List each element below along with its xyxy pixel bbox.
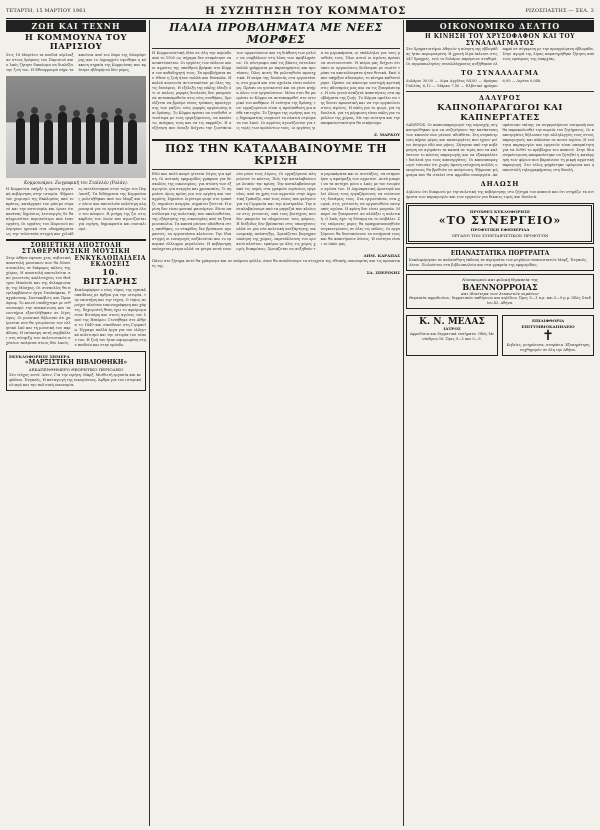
cross-icon: ✝ [542, 328, 554, 345]
masthead-title: Η ΣΥΖΗΤΗΣΗ ΤΟΥ ΚΟΜΜΑΤΟΣ [205, 5, 407, 17]
ad-subtitle: ΔΕΚΑΠΕΝΘΗΜΕΡΟ ΘΕΩΡΗΤΙΚΟ ΠΕΡΙΟΔΙΚΟ [28, 367, 124, 373]
ad-title: Κ. Ν. ΜΕΛΑΣ [419, 317, 485, 328]
ad-title: ΕΠΑΝΑΣΤΑΤΙΚΑ ΠΟΡΤΡΑΙΤΑ [450, 250, 550, 258]
advertisement-melas: Κ. Ν. ΜΕΛΑΣ ΙΑΤΡΟΣ Αφροδίσια και δερματικά νοσήματα. Οδός Μενάνδρου 16. Ώρες 9—1 και 5—9. [406, 315, 498, 356]
newspaper-page [6, 4, 594, 826]
advertisement-portraits: ΕΠΑΝΑΣΤΑΤΙΚΑ ΠΟΡΤΡΑΙΤΑ Κυκλοφόρησαν σε καλαίσθητη έκδοση τα πορτραίτα των μεγάλων επαναστατών Μαρξ, Ένγκελς, Λένιν. Πωλούνται στα βιβλιοπωλεία και στα γραφεία της εφημερίδας. [406, 247, 594, 271]
ad-line: και ιδιαίτερα των λευκωτών αιμάτων [461, 290, 539, 296]
article-headline: 10. ΒΙΤΣΑΡΗΣ [82, 268, 138, 288]
right-column: ΟΙΚΟΝΟΜΙΚΟ ΔΕΛΤΙΟ Η ΚΙΝΗΣΗ ΤΟΥ ΧΡΥΣΟΦΑΦΟΝ ΚΑΙ ΤΟΥ ΣΥΝΑΛΛΑΓΜΑΤΟΣ Στο Χρηματιστήριο Αθηνών η κίνηση της εβδομάδας ήταν περιορισμένη. Η χρυσή λίρα έκλεισε στις 247 δραχμές, ενώ το δολάριο παρέμεινε σταθερό. Οι αγοραπωλησίες συναλλάγματος αυξήθηκαν ελαφρά σε σύγκριση με την προηγούμενη εβδομάδα. Στην αγορά της λίρας παρατηρήθηκε ζήτηση από τους εμπόρους της επαρχίας. ΤΟ ΣΥΝΑΛΛΑΓΜΑ Δολάριο 30,00 — Λίρα Αγγλίας 84,00 — Φράγκο Γαλλίας 6,12 — Μάρκο 7,50 — Ελβετικό φράγκο 6,95 — Λιρέτα 0,048. ΔΑΛΥΡΟΣ ΚΑΠΝΟΠΑΡΑΓΩΓΟΙ ΚΑΙ ΚΑΠΝΕΡΓΑΤΕΣ ΛΑΜΥΡΟΣ. Οι καπνοπαραγωγοί της περιοχής συγκεντρώθηκαν για να συζητήσουν την κατάσταση των καπνών που μένουν αδιάθετα. Στη συγκέντρωση πήραν μέρος και καπνεργάτες που έχουν μείνει άνεργοι εδώ και μήνες. Ζήτησαν από την κυβέρνηση να αγοράσει τα καπνά σε τιμές που να καλύπτουν το κόστος παραγωγής και να εξασφαλίσει δουλειά για τους καπνεργάτες. Οι καπνοπαραγωγοί τόνισαν ότι χωρίς άμεση ενίσχυση πολλές οικογένειες θα βρεθούν σε απόγνωση. Ψήφισαν ψήφισμα που θα σταλεί στα αρμόδια υπουργεία. Αποφάσισαν επίσης να συγκροτήσουν επιτροπή που θα παρακολουθεί την πορεία του ζητήματος. Οι καπνεργάτες δήλωσαν την αλληλεγγύη τους στους παραγωγούς και κάλεσαν σε κοινό αγώνα. Η ενότητα παραγωγών και εργατών είναι απαραίτητη για να λυθεί το πρόβλημα του καπνού. Στην ίδια συγκέντρωση αποφασίστηκε να ζητηθεί η κατάργηση των φόρων που βαραίνουν τη μικρή αγροτική παραγωγή. Στο τέλος ψηφίστηκε ομόφωνα και η αποστολή τηλεγραφήματος στη Βουλή. ΔΗΛΩΣΗ Δηλώνω ότι διαφωνώ με την πολιτική της κυβέρνησης στο ζήτημα του καπνού και ότι στηρίζω τα αιτήματα των παραγωγών και των εργατών για δίκαιες τιμές και δουλειά. ΠΡΟΧΘΕΣ ΚΥΚΛΟΦΟΡΗΣΕ «ΤΟ ΣΥΝΕΡΓΕΙΟ» ΠΡΟΦΥΓΙΚΗ ΕΦΗΜΕΡΙΔΑ ΟΡΓΑΝΟ ΤΩΝ ΣΥΝΕΤΑΙΡΙΣΤΙΚΩΝ ΠΡΟΦΥΓΩΝ ΕΠΑΝΑΣΤΑΤΙΚΑ ΠΟΡΤΡΑΙΤΑ Κυκλοφόρησαν σε καλαίσθητη έκδοση τα πορτραίτα των μεγάλων επαναστατών Μαρξ, Ένγκελς, Λένιν. Πωλούνται στα βιβλιοπωλεία και στα γραφεία της εφημερίδας. Νοσοκομείο και φιλική θεραπεία της ΒΛΕΝΝΟΡΡΟΙΑΣ και ιδιαίτερα των λευκωτών αιμάτων Θεραπεία αφροδισίων, δερματικών παθήσεων και κηλίδων. Ώρες 9—1 π.μ. και 5—9 μ.μ. Οδός Σταδίου 42, Αθήνα. Κ. Ν. ΜΕΛΑΣ ΙΑΤΡΟΣ Αφροδίσια και δερματικά νοσήματα. Οδός Μενάνδρου 16. Ώρες 9—1 και 5—9. ΕΠΙΔΙΦΘΟΡΙΑ ΕΠΙΤΥΜΒΙΟΚΑΠΗΛΕΙΟ ✝ Κηδείες, μνημόσυνα, στεφάνια. Εξυπηρέτηση νυχθημερόν σε όλη την Αθήνα. [406, 20, 594, 826]
ad-label: ΕΚΥΚΛΟΦΟΡΗΣΕ ΣΗΜΕΡΑ [9, 353, 70, 359]
masthead-date: ΤΕΤΑΡΤΗ, 15 ΜΑΡΤΙΟΥ 1961 [6, 8, 87, 14]
ad-title: ΕΠΙΔΙΦΘΟΡΙΑ ΕΠΙΤΥΜΒΙΟΚΑΠΗΛΕΙΟ [521, 318, 575, 329]
article-headline: Η ΚΙΝΗΣΗ ΤΟΥ ΧΡΥΣΟΦΑΦΟΝ ΚΑΙ ΤΟΥ ΣΥΝΑΛΛΑΓΜΑΤΟΣ [424, 33, 576, 47]
article-body: Στις 18 Μαρτίου τα παιδιά ούρλιαξαν στους δρόμους του Παρισιού και ο λαός ζήτησε δικαίωμα να διαλέξει την ζωή του. Η Εθνοφρουρά πήρε τα κανόνια από τον λόφο της Μονμάρτρης και το Δημαρχείο υψώθηκε η κόκκινη σημαία της Κομμούνας που κράτησε εβδομήντα δύο μέρες. [6, 52, 146, 72]
advertisement-funeral: ΕΠΙΔΙΦΘΟΡΙΑ ΕΠΙΤΥΜΒΙΟΚΑΠΗΛΕΙΟ ✝ Κηδείες, μνημόσυνα, στεφάνια. Εξυπηρέτηση νυχθημερόν σε όλη την Αθήνα. [502, 315, 594, 356]
subheading: ΔΑΛΥΡΟΣ [479, 94, 521, 103]
komuna-photo [6, 76, 146, 178]
advertisement-clinic: Νοσοκομείο και φιλική θεραπεία της ΒΛΕΝΝΟΡΡΟΙΑΣ και ιδιαίτερα των λευκωτών αιμάτων Θεραπεία αφροδισίων, δερματικών παθήσεων και κηλίδων. Ώρες 9—1 π.μ. και 5—9 μ.μ. Οδός Σταδίου 42, Αθήνα. [406, 274, 594, 309]
ad-title: ΒΛΕΝΝΟΡΡΟΙΑΣ [462, 281, 538, 292]
article-signature: ΔΗΜ. ΚΑΡΑΠΑΣ [363, 253, 400, 259]
ad-title: «ΜΑΡΞΙΣΤΙΚΗ ΒΙΒΛΙΟΘΗΚΗ» [24, 359, 128, 367]
ad-label: ΠΡΟΧΘΕΣ ΚΥΚΛΟΦΟΡΗΣΕ [469, 208, 531, 214]
ad-line: ΟΡΓΑΝΟ ΤΩΝ ΣΥΝΕΤΑΙΡΙΣΤΙΚΩΝ ΠΡΟΦΥΓΩΝ [451, 232, 549, 238]
middle-column: ΠΑΛΙΑ ΠΡΟΒΛΗΜΑΤΑ ΜΕ ΝΕΕΣ ΜΟΡΦΕΣ Η Κομμουνιστική ιδέα σε όλη την περίοδο από το 1920 ως σήμερα δεν σταμάτησε να αναπτύσσεται. Οι εργάτες των πόλεων και οι αγρότες της υπαίθρου βρήκαν στο Κόμμα τον καθοδηγητή τους. Τα προβλήματα που έθεσε η ζωή ήταν πολλά και δύσκολα. Η παλιά κοινωνία αντιστεκόταν με όλες της τις δυνάμεις. Η εξέλιξη της πάλης έδειξε ότι οι παλιές μορφές δουλειάς δεν μπορούν να ανταποκριθούν στις νέες συνθήκες. Χρειάζεται να βρούμε νέους τρόπους προσέγγισης των μαζών, νέες μορφές οργάνωσης και δράσης. Το Κόμμα πρέπει να συνδεθεί στενότερα με τους εργαζόμενους, να ακούει τις ανάγκες τους και να τις εκφράζει. Η συζήτηση που άνοιξε δείχνει την ζωντάνια των οργανώσεων και τη διάθεση των μελών να συμβάλουν στη λύση των προβλημάτων. Οι σύντροφοι από τις βάσεις έστειλαν πολλά γράμματα με παρατηρήσεις και προτάσεις. Όλες αυτές θα μελετηθούν προσεχτικά. Η πείρα της δουλειάς στα εργοστάσια, στα χωριά και στα σχολεία είναι πολύτιμη. Πρέπει να γενικευτεί και να γίνει κτήμα όλων των οργανώσεων. Μόνο έτσι θα μπορέσει το Κόμμα να ανταποκριθεί στο ιστορικό του καθήκον. Η ενότητα της δράσης των εργαζομένων είναι η προϋπόθεση για κάθε επιτυχία. Το ζήτημα της ειρήνης και της δημοκρατίας συγκινεί τα πλατιά στρώματα του λαού. Οι αγρότες αγωνίζονται για τις τιμές των προϊόντων τους, οι εργάτες για τα μεροκάματα, οι υπάλληλοι για τους μισθούς τους. Όλοι αυτοί οι αγώνες πρέπει να συντονιστούν. Η πείρα μας δείχνει ότι όπου οι οργανώσεις δούλεψαν με σωστό τρόπο τα αποτελέσματα ήταν θετικά. Εκεί όπου υπήρξαν αδυναμίες το κίνημα καθυστέρησε. Πρέπει να κάνουμε αυστηρή κριτική στις αδυναμίες μας και να τις ξεπεράσουμε. Η νέα γενιά αναζητά απαντήσεις στα προβλήματα της ζωής. Το Κόμμα οφείλει να της δώσει προοπτική και να την οργανώσει στους αγώνες. Η πάλη για το ψωμί, για τη δουλειά, για τη μόρφωση είναι πάλη για το μέλλον της χώρας. Με την ενότητα και την αποφασιστικότητα θα νικήσουμε. Ζ. ΜΑΡΚΟΥ ΠΩΣ ΤΗΝ ΚΑΤΑΛΑΒΑΙΝΟΥΜΕ ΤΗ ΚΡΙΣΗ Εδώ και πολύ καιρό γίνεται λόγος για κρίση. Οι αστικές εφημερίδες γράφουν για δυσκολίες της οικονομίας, για πτώση των εξαγωγών, για ανεργία και χρεοκοπίες. Τι σημαίνει όμως κρίση για τον εργάτη και τον αγρότη; Σημαίνει λιγότερο ψωμί στο τραπέζι, σημαίνει ανεργία, σημαίνει ξενιτιά. Η κρίση δεν είναι φυσικό φαινόμενο. Είναι αποτέλεσμα της πολιτικής που ακολουθείται, της εξάρτησης της οικονομίας από τα ξένα μονοπώλια. Τα καπνά μένουν αδιάθετα στις αποθήκες, οι σταφίδες δεν βρίσκουν αγοραστές, τα εργοστάσια κλείνουν. Την ίδια στιγμή οι εισαγωγές αυξάνονται και το εμπορικό έλλειμμα μεγαλώνει. Η κυβέρνηση υπόσχεται μέτρα αλλά τα μέτρα αυτά ευνοούν μόνο τους λίγους. Οι εργαζόμενοι πληρώνουν το κόστος. Πώς την καταλαβαίνουμε λοιπόν την κρίση; Την καταλαβαίνουμε από τις ουρές στα γραφεία ευρέσεως εργασίας, από τα χρέη των αγροτών στην Αγροτική Τράπεζα, από τους νέους που φεύγουν για τη Γερμανία και την Αυστραλία. Την καταλαβαίνουμε από τα μαγαζιά που κλείνουν στις γειτονιές, από τους βιοτέχνες που δεν μπορούν να πληρώσουν τους φόρους. Η διέξοδος δεν βρίσκεται στις υποσχέσεις αλλά σε μια νέα πολιτική ανεξάρτητης οικονομικής ανάπτυξης. Χρειάζεται βιομηχανοποίηση της χώρας, εκμετάλλευση του ορυκτού πλούτου, εμπόριο με όλες τις χώρες χωρίς διακρίσεις. Χρειάζεται να αυξηθούν τα μεροκάματα και οι συντάξεις, να σταματήσει η αφαίμαξη των αγροτών. Αυτά μπορεί να τα πετύχει μόνο ο λαός με τον ενωμένο αγώνα του. Η Δημοκρατική Αριστερά καλεί όλους τους εργαζόμενους να ενώσουν τις δυνάμεις τους. Στα εργοστάσια, στα χωριά, στις γειτονιές να οργανωθούν επιτροπές αγώνα. Η κρίση δεν είναι μοιραία. Μπορεί να ξεπεραστεί αν αλλάξει η πολιτική. Ο λαός έχει τη δύναμη να το επιβάλει. Στις επόμενες μέρες θα πραγματοποιηθούν συγκεντρώσεις σε όλες τις πόλεις. Οι εργαζόμενοι θα διατυπώσουν τα αιτήματά τους και θα απαιτήσουν λύσεις. Η ενότητα είναι το όπλο μας. ΔΗΜ. ΚΑΡΑΠΑΣ Πάνω στο ζήτημα αυτό θα γράψουμε και σε επόμενο φύλλο, όπου θα αναλύσουμε τα στοιχεία της εθνικής οικονομίας και τις προοπτικές της. ΣΑ. ΣΠΕΡΙΝΗΣ [152, 21, 400, 276]
article-body: Η Κομμούνα υπήρξε η πρώτη εργατική κυβέρνηση στην ιστορία. Ψήφισε τον χωρισμό της Εκκλησίας από το κράτος, κατάργησε τον μόνιμο στρατό και την αστυνομία και όρισε ότι κανένας δημόσιος λειτουργός δε θα πληρωνόταν περισσότερο από έναν εργάτη. Οι εργάτες του Παρισιού πολέμησαν ηρωικά στα οδοφράγματα ως την τελευταία στιγμή και χιλιάδες εκτελέστηκαν στον τοίχο του Περ Λασέζ. Τα διδάγματα της Κομμούνας μελετήθηκαν από τον Μαρξ και τον Λένιν και αποτελούν πολύτιμη κληρονομιά για το εργατικό κίνημα όλου του κόσμου. Η μνήμη της ζει στις καρδιές των λαών που αγωνίζονται για ειρήνη, δημοκρατία και σοσιαλισμό. [6, 186, 146, 236]
article-headline: ΕΝΚΥΚΛΟΠΑΙΔΕΙΑ ΕΚΔΟΣΕΙΣ [74, 254, 146, 269]
article-headline: Η ΚΟΜΜΟΥΝΑ ΤΟΥ ΠΑΡΙΣΙΟΥ [24, 33, 128, 53]
advertisement-marxist-library: ΕΚΥΚΛΟΦΟΡΗΣΕ ΣΗΜΕΡΑ «ΜΑΡΞΙΣΤΙΚΗ ΒΙΒΛΙΟΘΗΚΗ» ΔΕΚΑΠΕΝΘΗΜΕΡΟ ΘΕΩΡΗΤΙΚΟ ΠΕΡΙΟΔΙΚΟ Στο τεύχος αυτό: Λένιν, Για την ειρήνη. Μαρξ, Μισθωτή εργασία και κεφάλαιο. Ένγκελς, Η καταγωγή της οικογένειας. Άρθρα για τον ιστορικό υλισμό και την πολιτική οικονομία. [6, 351, 146, 391]
article-body: Κυκλοφόρησε ο νέος τόμος της εγκυκλοπαίδειας με άρθρα για την ιστορία, την επιστήμη και την τέχνη. Ο τόμος περιέχει πλούσια εικονογράφηση και χάρτες. Ξεχωριστή θέση έχει το αφιέρωμα στον Βιτσάρη και στους αγώνες του λαού της Ηπείρου. Γεννήθηκε στο Αθήνα το 1849 και σπούδασε στη Γερμανία. Έγραψε πολλά έργα για τον ελληνικό πολιτισμό και την ιστορία του τόπου του. Η ζωή του ήταν αφιερωμένη στην παιδεία και στην πρόοδο. [74, 287, 146, 347]
article-body: Εδώ και πολύ καιρό γίνεται λόγος για κρίση. Οι αστικές εφημερίδες γράφουν για δυσκολίες της οικονομίας, για πτώση των εξαγωγών, για ανεργία και χρεοκοπίες. Τι σημαίνει όμως κρίση για τον εργάτη και τον αγρότη; Σημαίνει λιγότερο ψωμί στο τραπέζι, σημαίνει ανεργία, σημαίνει ξενιτιά. Η κρίση δεν είναι φυσικό φαινόμενο. Είναι αποτέλεσμα της πολιτικής που ακολουθείται, της εξάρτησης της οικονομίας από τα ξένα μονοπώλια. Τα καπνά μένουν αδιάθετα στις αποθήκες, οι σταφίδες δεν βρίσκουν αγοραστές, τα εργοστάσια κλείνουν. Την ίδια στιγμή οι εισαγωγές αυξάνονται και το εμπορικό έλλειμμα μεγαλώνει. Η κυβέρνηση υπόσχεται μέτρα αλλά τα μέτρα αυτά ευνοούν μόνο τους λίγους. Οι εργαζόμενοι πληρώνουν το κόστος. Πώς την καταλαβαίνουμε λοιπόν την κρίση; Την καταλαβαίνουμε από τις ουρές στα γραφεία ευρέσεως εργασίας, από τα χρέη των αγροτών στην Αγροτική Τράπεζα, από τους νέους που φεύγουν για τη Γερμανία και την Αυστραλία. Την καταλαβαίνουμε από τα μαγαζιά που κλείνουν στις γειτονιές, από τους βιοτέχνες που δεν μπορούν να πληρώσουν τους φόρους. Η διέξοδος δεν βρίσκεται στις υποσχέσεις αλλά σε μια νέα πολιτική ανεξάρτητης οικονομικής ανάπτυξης. Χρειάζεται βιομηχανοποίηση της χώρας, εκμετάλλευση του ορυκτού πλούτου, εμπόριο με όλες τις χώρες χωρίς διακρίσεις. Χρειάζεται να αυξηθούν τα μεροκάματα και οι συντάξεις, να σταματήσει η αφαίμαξη των αγροτών. Αυτά μπορεί να τα πετύχει μόνο ο λαός με τον ενωμένο αγώνα του. Η Δημοκρατική Αριστερά καλεί όλους τους εργαζόμενους να ενώσουν τις δυνάμεις τους. Στα εργοστάσια, στα χωριά, στις γειτονιές να οργανωθούν επιτροπές αγώνα. Η κρίση δεν είναι μοιραία. Μπορεί να ξεπεραστεί αν αλλάξει η πολιτική. Ο λαός έχει τη δύναμη να το επιβάλει. Στις επόμενες μέρες θα πραγματοποιηθούν συγκεντρώσεις σε όλες τις πόλεις. Οι εργαζόμενοι θα διατυπώσουν τα αιτήματά τους και θα απαιτήσουν λύσεις. Η ενότητα είναι το όπλο μας. [152, 172, 400, 252]
article-body: Στην Αθήνα έφτασε χτες σοβιετική αποστολή μουσικών που θα δώσει συναυλίες σε διάφορες πόλεις της χώρας. Η αποστολή αποτελείται από γνωστούς καλλιτέχνες του Θεάτρου Μπολσόι και της Φιλαρμονικής της Μόσχας. Οι συναυλίες θα περιλαμβάνουν έργα Τσαϊκόφσκι, Ραχμάνινοφ, Σοστακόβιτς και Προκόφιεφ. Το κοινό υποδέχτηκε με ενθουσιασμό την ανακοίνωση και τα εισιτήρια εξαντλήθηκαν σε λίγες ώρες. Οι μουσικοί δήλωσαν ότι χαίρονται που θα γνωρίσουν τον ελληνικό λαό και τη μουσική του παράδοση. Η επίσκεψη αυτή συμβάλλει στη σύσφιξη των πολιτιστικών σχέσεων ανάμεσα στους δύο λαούς. [6, 255, 71, 345]
article-headline: ΚΑΠΝΟΠΑΡΑΓΩΓΟΙ ΚΑΙ ΚΑΠΝΕΡΓΑΤΕΣ [437, 103, 563, 123]
article-kicker: ΠΑΛΙΑ ΠΡΟΒΛΗΜΑΤΑ ΜΕ ΝΕΕΣ ΜΟΡΦΕΣ [169, 21, 383, 47]
ad-subtitle: ΠΡΟΦΥΓΙΚΗ ΕΦΗΜΕΡΙΔΑ [470, 227, 530, 233]
subheading: ΔΗΛΩΣΗ [480, 179, 520, 188]
section-header: ΖΩΗ ΚΑΙ ΤΕΧΝΗ [6, 20, 146, 32]
ad-subtitle: ΙΑΤΡΟΣ [443, 326, 461, 332]
article-body: Στο Χρηματιστήριο Αθηνών η κίνηση της εβδομάδας ήταν περιορισμένη. Η χρυσή λίρα έκλεισε στις 247 δραχμές, ενώ το δολάριο παρέμεινε σταθερό. Οι αγοραπωλησίες συναλλάγματος αυξήθηκαν ελαφρά σε σύγκριση με την προηγούμενη εβδομάδα. Στην αγορά της λίρας παρατηρήθηκε ζήτηση από τους εμπόρους της επαρχίας. [406, 47, 594, 67]
article-headline: ΣΟΒΙΕΤΙΚΗ ΑΠΟΣΤΟΛΗ ΣΤΑΘΕΡΜΟΥΣΙΚΗ ΜΟΥΣΙΚΗ [21, 241, 131, 256]
column-rule [149, 20, 150, 826]
article-signature: Ζ. ΜΑΡΚΟΥ [373, 132, 400, 138]
section-header: ΟΙΚΟΝΟΜΙΚΟ ΔΕΛΤΙΟ [406, 20, 594, 32]
ad-title: «ΤΟ ΣΥΝΕΡΓΕΙΟ» [438, 214, 562, 228]
main-headline: ΠΩΣ ΤΗΝ ΚΑΤΑΛΑΒΑΙΝΟΥΜΕ ΤΗ ΚΡΙΣΗ [164, 142, 388, 168]
advertisement-synergeio [406, 203, 594, 245]
left-column [6, 20, 146, 826]
article-body: Η Κομμουνιστική ιδέα σε όλη την περίοδο από το 1920 ως σήμερα δεν σταμάτησε να αναπτύσσεται. Οι εργάτες των πόλεων και οι αγρότες της υπαίθρου βρήκαν στο Κόμμα τον καθοδηγητή τους. Τα προβλήματα που έθεσε η ζωή ήταν πολλά και δύσκολα. Η παλιά κοινωνία αντιστεκόταν με όλες της τις δυνάμεις. Η εξέλιξη της πάλης έδειξε ότι οι παλιές μορφές δουλειάς δεν μπορούν να ανταποκριθούν στις νέες συνθήκες. Χρειάζεται να βρούμε νέους τρόπους προσέγγισης των μαζών, νέες μορφές οργάνωσης και δράσης. Το Κόμμα πρέπει να συνδεθεί στενότερα με τους εργαζόμενους, να ακούει τις ανάγκες τους και να τις εκφράζει. Η συζήτηση που άνοιξε δείχνει την ζωντάνια των οργανώσεων και τη διάθεση των μελών να συμβάλουν στη λύση των προβλημάτων. Οι σύντροφοι από τις βάσεις έστειλαν πολλά γράμματα με παρατηρήσεις και προτάσεις. Όλες αυτές θα μελετηθούν προσεχτικά. Η πείρα της δουλειάς στα εργοστάσια, στα χωριά και στα σχολεία είναι πολύτιμη. Πρέπει να γενικευτεί και να γίνει κτήμα όλων των οργανώσεων. Μόνο έτσι θα μπορέσει το Κόμμα να ανταποκριθεί στο ιστορικό του καθήκον. Η ενότητα της δράσης των εργαζομένων είναι η προϋπόθεση για κάθε επιτυχία. Το ζήτημα της ειρήνης και της δημοκρατίας συγκινεί τα πλατιά στρώματα του λαού. Οι αγρότες αγωνίζονται για τις τιμές των προϊόντων τους, οι εργάτες για τα μεροκάματα, οι υπάλληλοι για τους μισθούς τους. Όλοι αυτοί οι αγώνες πρέπει να συντονιστούν. Η πείρα μας δείχνει ότι όπου οι οργανώσεις δούλεψαν με σωστό τρόπο τα αποτελέσματα ήταν θετικά. Εκεί όπου υπήρξαν αδυναμίες το κίνημα καθυστέρησε. Πρέπει να κάνουμε αυστηρή κριτική στις αδυναμίες μας και να τις ξεπεράσουμε. Η νέα γενιά αναζητά απαντήσεις στα προβλήματα της ζωής. Το Κόμμα οφείλει να της δώσει προοπτική και να την οργανώσει στους αγώνες. Η πάλη για το ψωμί, για τη δουλειά, για τη μόρφωση είναι πάλη για το μέλλον της χώρας. Με την ενότητα και την αποφασιστικότητα θα νικήσουμε. [152, 51, 400, 131]
column-rule [403, 20, 404, 826]
article-body: ΛΑΜΥΡΟΣ. Οι καπνοπαραγωγοί της περιοχής συγκεντρώθηκαν για να συζητήσουν την κατάσταση των καπνών που μένουν αδιάθετα. Στη συγκέντρωση πήραν μέρος και καπνεργάτες που έχουν μείνει άνεργοι εδώ και μήνες. Ζήτησαν από την κυβέρνηση να αγοράσει τα καπνά σε τιμές που να καλύπτουν το κόστος παραγωγής και να εξασφαλίσει δουλειά για τους καπνεργάτες. Οι καπνοπαραγωγοί τόνισαν ότι χωρίς άμεση ενίσχυση πολλές οικογένειες θα βρεθούν σε απόγνωση. Ψήφισαν ψήφισμα που θα σταλεί στα αρμόδια υπουργεία. Αποφάσισαν επίσης να συγκροτήσουν επιτροπή που θα παρακολουθεί την πορεία του ζητήματος. Οι καπνεργάτες δήλωσαν την αλληλεγγύη τους στους παραγωγούς και κάλεσαν σε κοινό αγώνα. Η ενότητα παραγωγών και εργατών είναι απαραίτητη για να λυθεί το πρόβλημα του καπνού. Στην ίδια συγκέντρωση αποφασίστηκε να ζητηθεί η κατάργηση των φόρων που βαραίνουν τη μικρή αγροτική παραγωγή. Στο τέλος ψηφίστηκε ομόφωνα και η αποστολή τηλεγραφήματος στη Βουλή. [406, 122, 594, 177]
masthead [6, 4, 594, 19]
masthead-page: ΡΙΖΟΣΠΑΣΤΗΣ — ΣΕΛ. 3 [525, 8, 594, 14]
photo-caption: Κομμουνάροι: Ζωγραφική του Σταϊνλέν (Ρολάν). [24, 179, 128, 185]
article-signature: ΣΑ. ΣΠΕΡΙΝΗΣ [366, 270, 400, 276]
subheading: ΤΟ ΣΥΝΑΛΛΑΓΜΑ [461, 69, 539, 78]
ad-label: Νοσοκομείο και φιλική θεραπεία της [462, 277, 538, 283]
